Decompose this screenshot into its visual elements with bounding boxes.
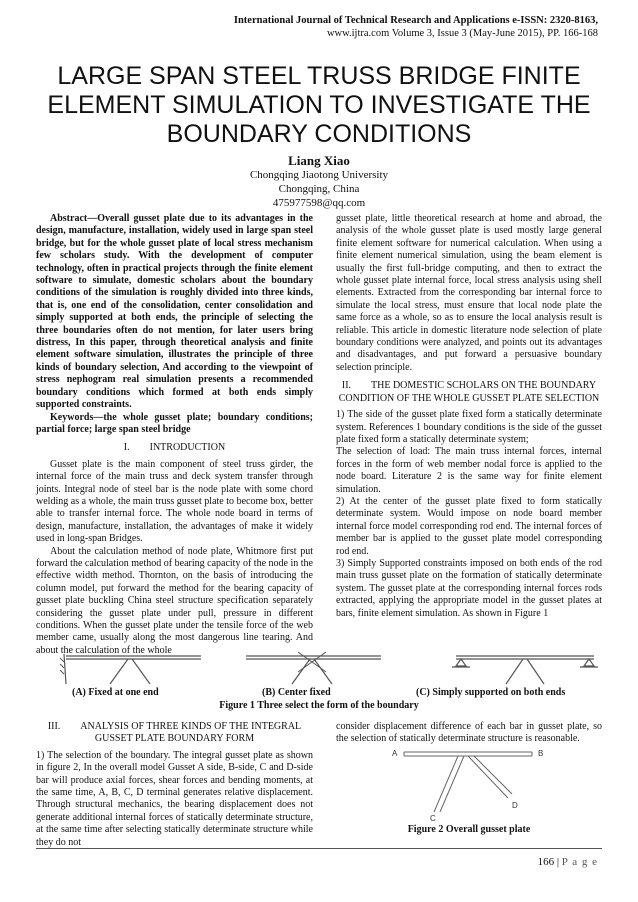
fixed-one-end-diagram (60, 654, 201, 684)
intro-paragraph: Gusset plate is the main component of steel truss girder, the internal force of the main truss and deck system transfer through joints. Integral node of steel bar is the node plate with some chord welding as a whole, the main truss gusset plate to become box, better able to transfer internal force. The whole node board in terms of design, manufacture, installation, the advantages of make it widely used in long-span Bridges. (36, 458, 313, 545)
figure-1b-caption: (B) Center fixed (262, 687, 331, 698)
author-location: Chongqing, China (278, 183, 360, 195)
list-item: 2) At the center of the gusset plate fixed to form statically determinate system. Would impose on node board member internal force model corresponding rod end. The internal forces of member bar is applied to the gusset plate model corresponding rod end. (336, 495, 602, 557)
running-header (234, 14, 598, 40)
title-line: ELEMENT SIMULATION TO INVESTIGATE THE (47, 91, 591, 119)
figure-2-gusset-plate (388, 746, 548, 822)
author-affiliation: Chongqing Jiaotong University (249, 169, 389, 181)
figure-1-caption: Figure 1 Three select the form of the boundary (219, 700, 419, 711)
figure-1a-caption: (A) Fixed at one end (72, 687, 159, 698)
page-footer (538, 856, 598, 868)
simply-supported-diagram (452, 656, 598, 684)
body-paragraph: The selection of load: The main truss internal forces, internal forces in the form of web member nodal force is applied to the node board. Literature 2 is the same way for finite element simulation. (336, 446, 602, 495)
intro-paragraph: About the calculation method of node plate, Whitmore first put forward the calculation method of bearing capacity of the node in the effective width method. Thornton, on the basis of introducing the column model, put forward the method for the bearing capacity of gusset plate buckling China steel structure specification separately considering the gusset plate under pull, pressure in different conditions. When the gusset plate under the tensile force of the web member came, usually along the most dangerous line tearing. And about the calculation of the whole (36, 545, 313, 656)
body-paragraph: gusset plate, little theoretical research at home and abroad, the analysis of the whole gusset plate is used mostly large general finite element software for numerical calculation. When using a finite element numerical simulation, using the beam element is usually the first full-bridge computing, and then to extract the whole gusset plate internal force, local stress analysis using shell elements. Extracted from the corresponding bar internal force to simulate the local stress, must ensure that local node plate the same force as a whole, so as to ensure the local analysis result is reliable. This article in domestic literature node selection of plate boundary conditions were analyzed, and points out its advantages and disadvantages, and put forward a persuasive boundary selection principle. (336, 213, 602, 373)
title-line: BOUNDARY CONDITIONS (166, 120, 472, 148)
section-3-block (36, 721, 313, 849)
author-block (0, 154, 638, 210)
label-b: B (538, 749, 544, 758)
section-heading-domestic: II. THE DOMESTIC SCHOLARS ON THE BOUNDARY CONDITION OF THE WHOLE GUSSET PLATE SELECTION (338, 380, 600, 404)
paper-title (20, 62, 618, 149)
list-item: 1) The side of the gusset plate fixed form a statically determinate system. References 1 boundary conditions is the side of the gusset plate fixed form a statically determinate system; (336, 409, 602, 445)
page-label: P a g e (561, 856, 598, 868)
footer-separator: | (554, 856, 562, 868)
figure-2-caption: Figure 2 Overall gusset plate (407, 824, 531, 835)
right-column (336, 213, 602, 620)
label-c: C (430, 814, 436, 822)
left-column (36, 213, 313, 657)
title-line: LARGE SPAN STEEL TRUSS BRIDGE FINITE (57, 62, 581, 90)
list-item: 3) Simply Supported constraints imposed on both ends of the rod main truss gusset plate on the formation of statically determinate system. The gusset plate at the corresponding internal forces rods extracted, applying the appropriate model in the gusset plates at bars, finite element simulation. As shown in Figure 1 (336, 557, 602, 619)
section-heading-analysis: III. ANALYSIS OF THREE KINDS OF THE INTEGRAL GUSSET PLATE BOUNDARY FORM (47, 721, 302, 745)
figure-1-boundary-forms (36, 650, 602, 686)
label-d: D (512, 801, 518, 810)
abstract: Abstract—Overall gusset plate due to its advantages in the design, manufacture, installation, widely used in large span steel bridge, but for the whole gusset plate of local stress mechanism few scholars study. With the development of computer technology, often in practical projects through the finite element software to simulate, domestic scholars about the boundary conditions of the simulation is roughly divided into three kinds, that is, one end of the consolidation, center consolidation and simply supported at both ends, the principle of selecting the three boundaries often do not mention, for later users bring distress, In this paper, through theoretical analysis and finite element software simulation, illustrates the principle of three kinds of boundary selection, And according to the viewpoint of stress nephogram real simulation presents a recommended boundary conditions which formed at both ends simply supported constraints. (36, 213, 313, 411)
figure-1c-caption: (C) Simply supported on both ends (416, 687, 566, 698)
page-number: 166 (537, 856, 555, 868)
keywords: Keywords—the whole gusset plate; boundary conditions; partial force; large span steel bridge (36, 411, 313, 435)
body-paragraph: consider displacement difference of each bar in gusset plate, so the selection of statically determinate structure is reasonable. (336, 721, 602, 745)
center-fixed-diagram (246, 652, 381, 684)
issue-line: www.ijtra.com Volume 3, Issue 3 (May-June 2015), PP. 166-168 (326, 28, 598, 39)
right-column-continued (336, 721, 602, 746)
label-a: A (392, 749, 398, 758)
body-paragraph: 1) The selection of the boundary. The integral gusset plate as shown in figure 2, In the overall model Gusset A side, B-side, C and D-side bar will produce axial forces, shear forces and bending moments, at the same time, A, B, C, D terminal generates relative displacement. Through structural mechanics, the bearing displacement does not generate additional internal forces of statically determinate structure, at the same time after selecting statically determinate structure while they do not (36, 749, 313, 848)
author-email: 475977598@qq.com (272, 197, 366, 209)
author-name: Liang Xiao (288, 153, 350, 168)
section-heading-introduction: I. INTRODUCTION (123, 442, 226, 454)
footer-rule (36, 848, 602, 849)
journal-line: International Journal of Technical Research and Applications e-ISSN: 2320-8163, (233, 15, 598, 26)
